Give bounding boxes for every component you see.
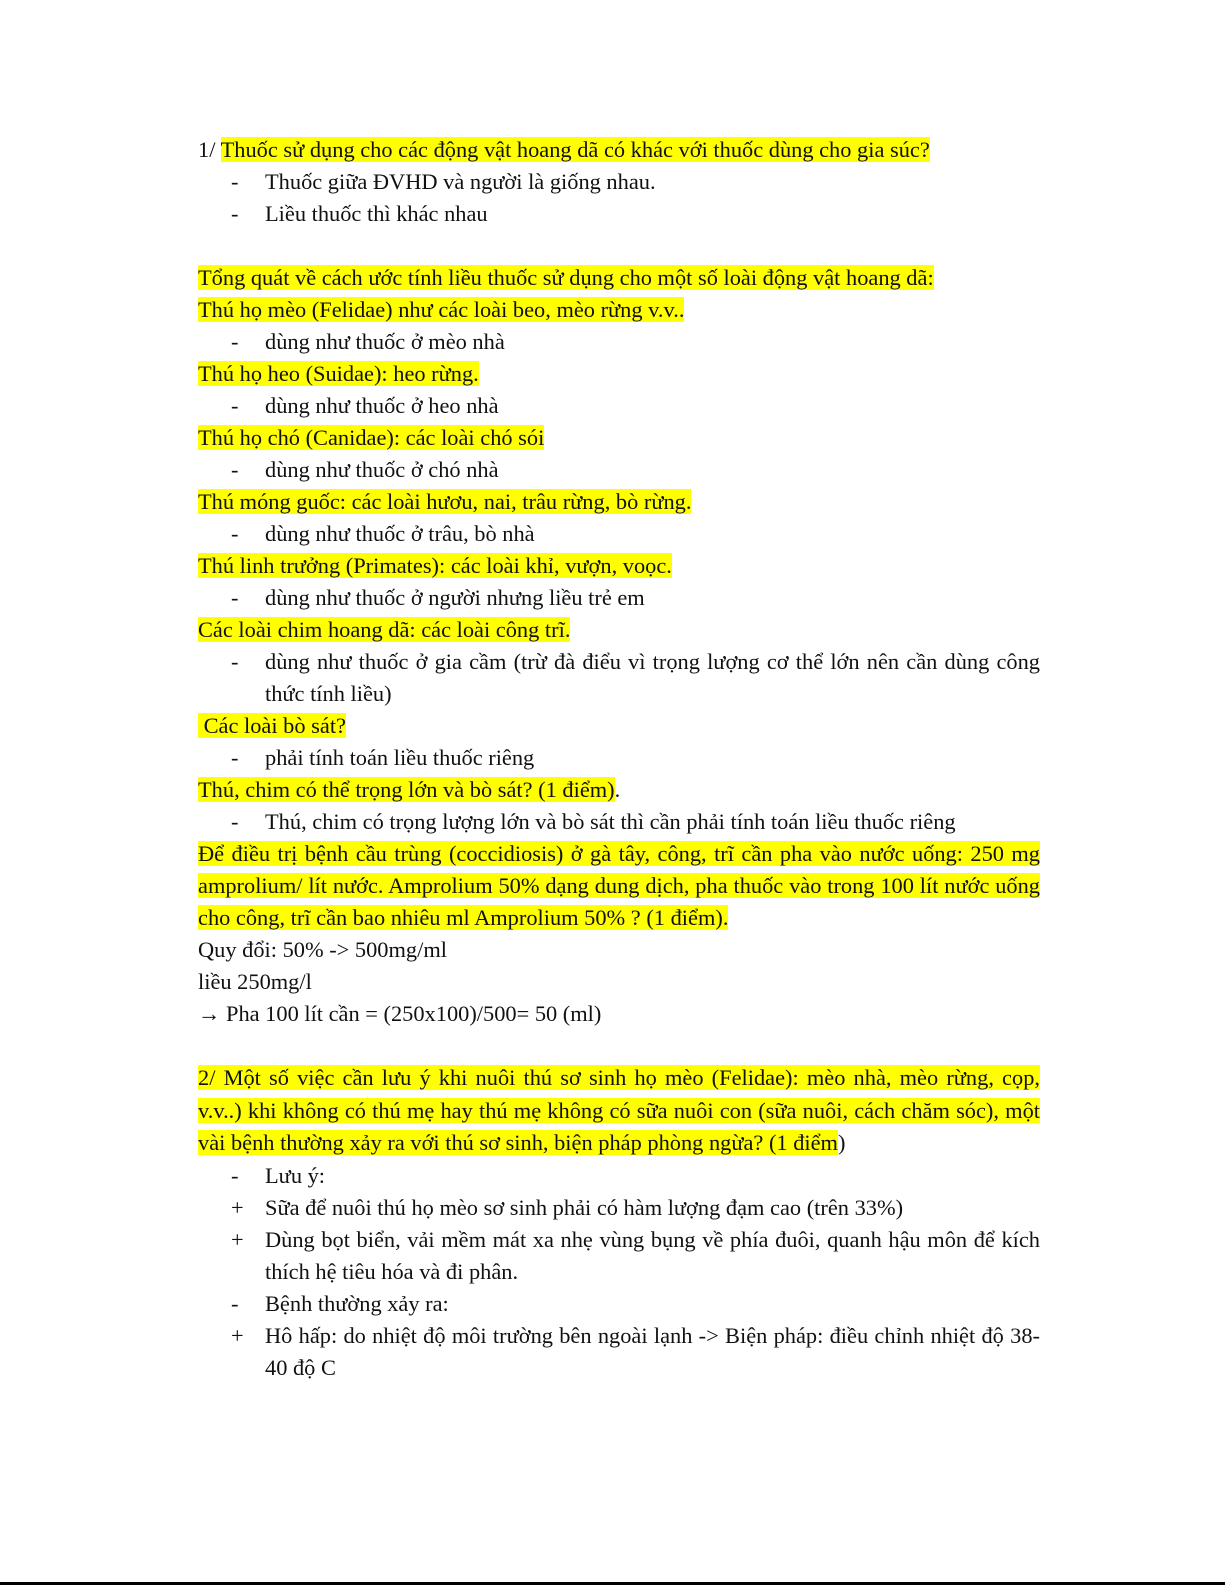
list-item: [198, 198, 1040, 230]
bullet-mark: +: [231, 1226, 244, 1252]
bullet-dash: -: [231, 585, 239, 610]
bullet-mark: -: [231, 1290, 239, 1316]
list-item: [198, 1224, 1040, 1288]
list-item-text: dùng như thuốc ở người nhưng liều trẻ em: [265, 585, 645, 610]
bullet-dash: -: [231, 649, 239, 674]
group-heading: [198, 774, 1040, 806]
list-item-text: dùng như thuốc ở chó nhà: [265, 457, 499, 482]
list-item: [198, 454, 1040, 486]
list-item: [198, 390, 1040, 422]
group-heading: [198, 358, 1040, 390]
bullet-dash: -: [231, 457, 239, 482]
question-text: Thuốc sử dụng cho các động vật hoang dã có khác với thuốc dùng cho gia súc?: [220, 137, 930, 162]
section-title: [198, 262, 1040, 294]
list-item-text: dùng như thuốc ở heo nhà: [265, 393, 499, 418]
highlighted-text: Thú, chim có thể trọng lớn và bò sát? (1 điểm): [198, 777, 615, 802]
group-heading: [198, 550, 1040, 582]
list-item-text: dùng như thuốc ở mèo nhà: [265, 329, 505, 354]
list-item: [198, 742, 1040, 774]
highlighted-text: Các loài bò sát?: [198, 713, 346, 738]
list-item: [198, 1288, 1040, 1320]
list-item: [198, 1192, 1040, 1224]
highlighted-text: Tổng quát về cách ước tính liều thuốc sử dụng cho một số loài động vật hoang dã:: [198, 265, 934, 290]
list-item-text: Lưu ý:: [265, 1162, 326, 1188]
question-1: [198, 134, 1040, 166]
calc-line: → Pha 100 lít cần = (250x100)/500= 50 (ml): [198, 1001, 602, 1026]
list-item-text: Bệnh thường xảy ra:: [265, 1290, 449, 1316]
list-item-text: Liều thuốc thì khác nhau: [265, 201, 488, 226]
heading-tail: .: [614, 777, 621, 802]
list-item-text: Sữa để nuôi thú họ mèo sơ sinh phải có hàm lượng đạm cao (trên 33%): [265, 1194, 904, 1220]
list-item-text: Thú, chim có trọng lượng lớn và bò sát thì cần phải tính toán liều thuốc riêng: [265, 809, 956, 834]
calc-line: liều 250mg/l: [198, 969, 312, 994]
highlighted-text: Các loài chim hoang dã: các loài công trĩ.: [198, 617, 571, 642]
highlighted-text: Thú họ chó (Canidae): các loài chó sói: [198, 425, 545, 450]
group-heading: [198, 294, 1040, 326]
list-item: [198, 326, 1040, 358]
question-tail: ): [837, 1130, 846, 1155]
question-2: [198, 1062, 1040, 1160]
list-item: [198, 582, 1040, 614]
list-item: [198, 1320, 1040, 1384]
bullet-mark: -: [231, 1162, 239, 1188]
list-item: [198, 518, 1040, 550]
group-heading: [198, 486, 1040, 518]
calc-line: Quy đổi: 50% -> 500mg/ml: [198, 937, 447, 962]
amprolium-question: [198, 838, 1040, 934]
bullet-dash: -: [231, 201, 239, 226]
group-heading: [198, 422, 1040, 454]
list-item: [198, 646, 1040, 710]
question-number: 1/: [198, 137, 221, 162]
list-item: [198, 166, 1040, 198]
group-heading: [198, 614, 1040, 646]
blank-line: [198, 230, 1040, 262]
document-body: [198, 134, 1040, 1384]
highlighted-text: Thú linh trưởng (Primates): các loài khỉ, vượn, voọc.: [198, 553, 672, 578]
bullet-dash: -: [231, 393, 239, 418]
bullet-dash: -: [231, 745, 239, 770]
highlighted-text: Để điều trị bệnh cầu trùng (coccidiosis) ở gà tây, công, trĩ cần pha vào nước uống: 250 mg amprolium/ lít nước. Amprolium 50% dạng dung dịch, pha thuốc vào trong 100 lít nước uống cho công, trĩ cần bao nhiêu ml Amprolium 50% ? (1 điểm).: [198, 841, 1040, 930]
highlighted-text: Thú móng guốc: các loài hươu, nai, trâu rừng, bò rừng.: [198, 489, 692, 514]
list-item: [198, 806, 1040, 838]
group-heading: [198, 710, 1040, 742]
list-item-text: Dùng bọt biển, vải mềm mát xa nhẹ vùng bụng về phía đuôi, quanh hậu môn để kích thích hệ tiêu hóa và đi phân.: [265, 1226, 1040, 1284]
bullet-mark: +: [231, 1194, 244, 1220]
list-item-text: phải tính toán liều thuốc riêng: [265, 745, 535, 770]
list-item-text: dùng như thuốc ở trâu, bò nhà: [265, 521, 535, 546]
bullet-mark: +: [231, 1322, 244, 1348]
list-item-text: dùng như thuốc ở gia cầm (trừ đà điểu vì trọng lượng cơ thể lớn nên cần dùng công thức tính liều): [265, 649, 1040, 706]
bullet-dash: -: [231, 521, 239, 546]
blank-line: [198, 1030, 1040, 1062]
list-item-text: Thuốc giữa ĐVHD và người là giống nhau.: [265, 169, 656, 194]
question-text: 2/ Một số việc cần lưu ý khi nuôi thú sơ sinh họ mèo (Felidae): mèo nhà, mèo rừng, cọp, v.v..) khi không có thú mẹ hay thú mẹ không có sữa nuôi con (sữa nuôi, cách chăm sóc), một vài bệnh thường xảy ra với thú sơ sinh, biện pháp phòng ngừa? (1 điểm: [198, 1065, 1040, 1155]
bullet-dash: -: [231, 809, 239, 834]
list-item: [198, 1160, 1040, 1192]
bullet-dash: -: [231, 169, 239, 194]
highlighted-text: Thú họ mèo (Felidae) như các loài beo, mèo rừng v.v..: [198, 297, 685, 322]
list-item-text: Hô hấp: do nhiệt độ môi trường bên ngoài lạnh -> Biện pháp: điều chỉnh nhiệt độ 38-40 độ C: [265, 1322, 1040, 1380]
highlighted-text: Thú họ heo (Suidae): heo rừng.: [198, 361, 479, 386]
bullet-dash: -: [231, 329, 239, 354]
